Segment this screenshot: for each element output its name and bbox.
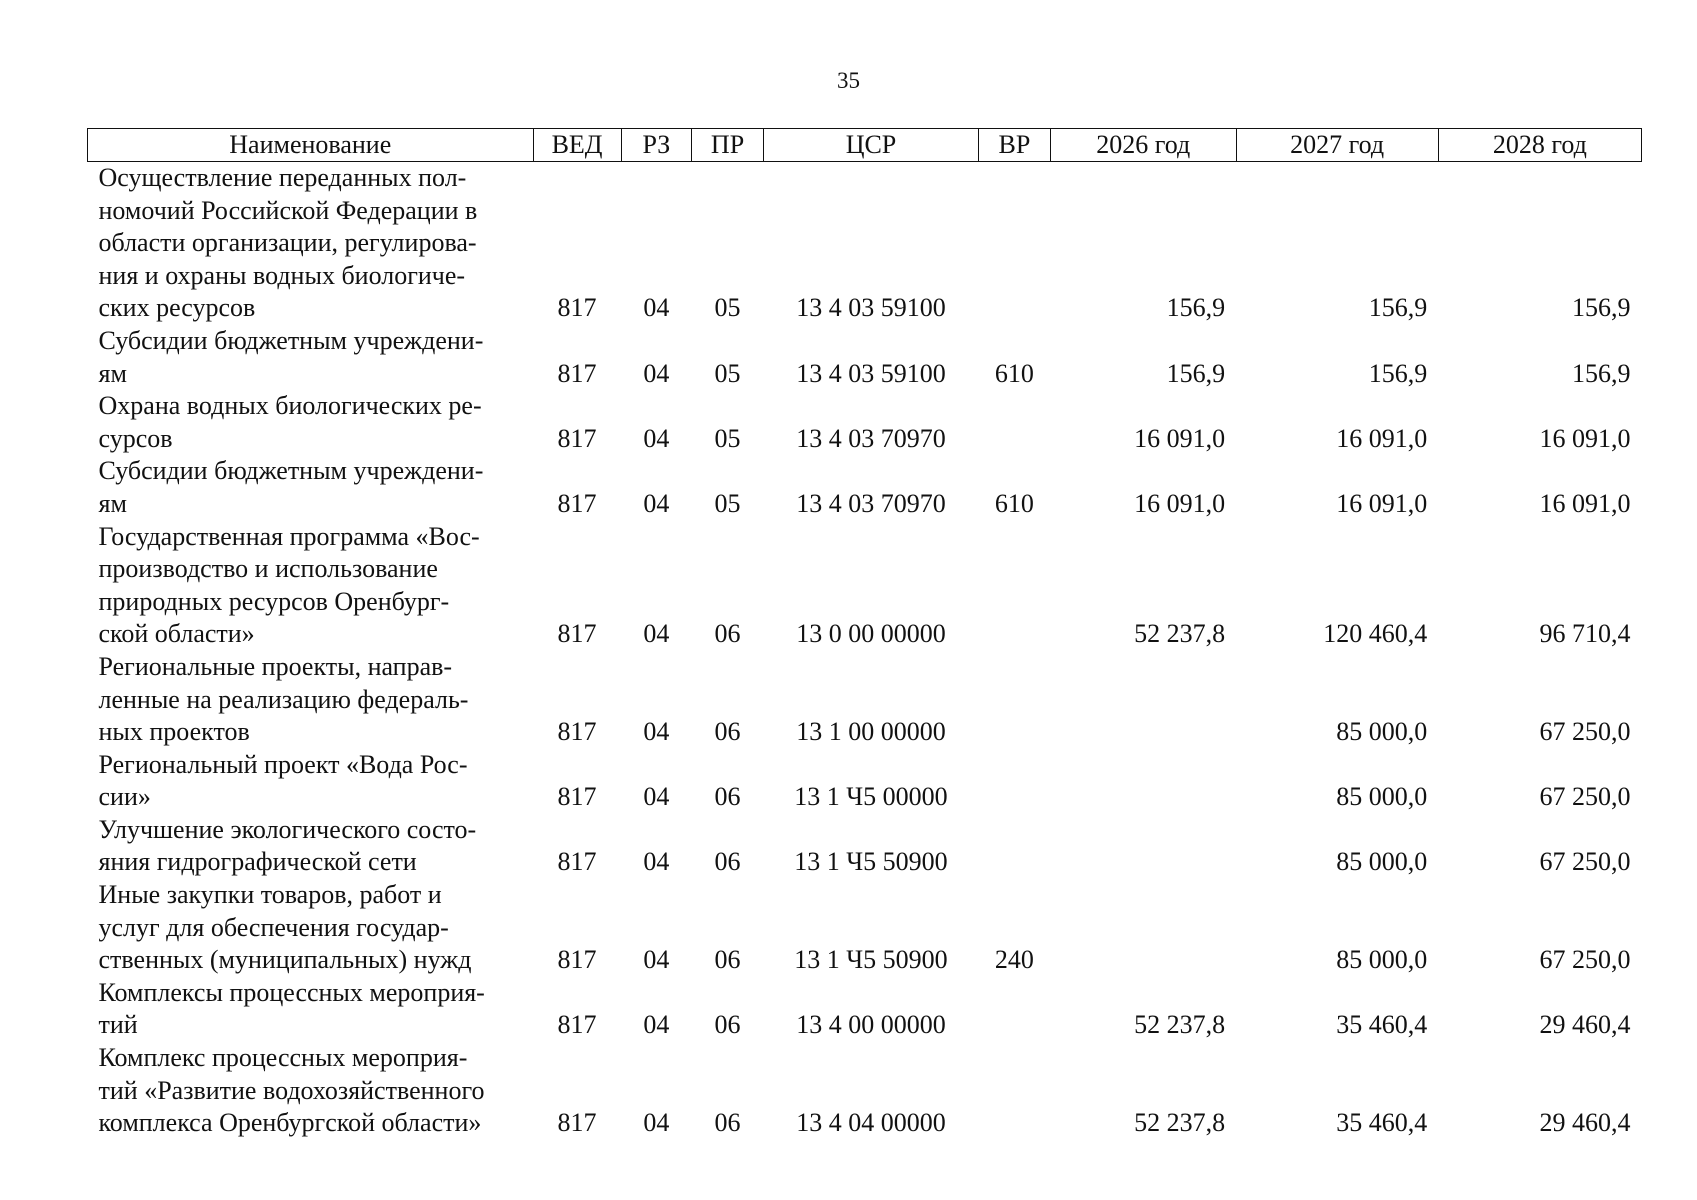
name-line: природных ресурсов Оренбург- bbox=[98, 586, 450, 616]
cell-2026: 52 237,8 bbox=[1134, 1108, 1226, 1138]
cell-csr: 13 0 00 00000 bbox=[796, 619, 946, 649]
cell-2028: 156,9 bbox=[1572, 293, 1631, 323]
cell-2028: 16 091,0 bbox=[1539, 423, 1631, 453]
cell-2028: 67 250,0 bbox=[1539, 945, 1631, 975]
cell-2027: 85 000,0 bbox=[1336, 847, 1428, 877]
cell-2026 bbox=[1050, 651, 1236, 749]
name-line: ской области» bbox=[98, 619, 255, 649]
cell-name bbox=[88, 879, 534, 977]
cell-name bbox=[88, 1042, 534, 1140]
cell-ved: 817 bbox=[557, 293, 597, 323]
cell-ved: 817 bbox=[557, 488, 597, 518]
cell-2026: 156,9 bbox=[1166, 358, 1226, 388]
cell-2028: 96 710,4 bbox=[1539, 619, 1631, 649]
cell-csr: 13 1 00 00000 bbox=[796, 717, 946, 747]
name-line: номочий Российской Федерации в bbox=[98, 195, 478, 225]
name-line: сии» bbox=[98, 782, 151, 812]
cell-pr: 06 bbox=[714, 847, 741, 877]
table-row bbox=[88, 325, 1642, 390]
cell-2026: 156,9 bbox=[1166, 293, 1226, 323]
cell-csr: 13 4 00 00000 bbox=[796, 1010, 946, 1040]
header-vr: ВР bbox=[979, 129, 1051, 162]
cell-2026: 52 237,8 bbox=[1134, 619, 1226, 649]
cell-2027: 120 460,4 bbox=[1323, 619, 1428, 649]
cell-ved: 817 bbox=[557, 358, 597, 388]
name-line: яния гидрографической сети bbox=[98, 847, 417, 877]
cell-2026: 16 091,0 bbox=[1134, 488, 1226, 518]
cell-2027: 156,9 bbox=[1368, 358, 1428, 388]
cell-name bbox=[88, 814, 534, 879]
name-line: сурсов bbox=[98, 423, 173, 453]
cell-vr bbox=[979, 521, 1051, 651]
cell-2026 bbox=[1050, 879, 1236, 977]
cell-vr bbox=[979, 162, 1051, 325]
cell-csr: 13 4 03 59100 bbox=[796, 358, 946, 388]
name-line: ям bbox=[98, 358, 127, 388]
header-pr: ПР bbox=[692, 129, 764, 162]
name-line: области организации, регулирова- bbox=[98, 228, 477, 258]
cell-ved: 817 bbox=[557, 717, 597, 747]
cell-vr: 240 bbox=[994, 945, 1034, 975]
cell-rz: 04 bbox=[643, 293, 670, 323]
cell-pr: 06 bbox=[714, 1108, 741, 1138]
cell-rz: 04 bbox=[643, 488, 670, 518]
header-rz: РЗ bbox=[621, 129, 692, 162]
cell-csr: 13 1 Ч5 50900 bbox=[794, 847, 948, 877]
table-row bbox=[88, 977, 1642, 1042]
cell-ved: 817 bbox=[557, 1108, 597, 1138]
cell-rz: 04 bbox=[643, 945, 670, 975]
header-y2028: 2028 год bbox=[1438, 129, 1641, 162]
cell-2026: 16 091,0 bbox=[1134, 423, 1226, 453]
header-y2027: 2027 год bbox=[1236, 129, 1438, 162]
cell-csr: 13 4 03 70970 bbox=[796, 488, 946, 518]
cell-name bbox=[88, 455, 534, 520]
cell-2028: 67 250,0 bbox=[1539, 717, 1631, 747]
cell-pr: 06 bbox=[714, 945, 741, 975]
name-line: Осуществление переданных пол- bbox=[98, 163, 467, 192]
name-line: Региональные проекты, направ- bbox=[98, 651, 453, 681]
cell-ved: 817 bbox=[557, 782, 597, 812]
name-line: Иные закупки товаров, работ и bbox=[98, 880, 442, 910]
name-line: Комплексы процессных мероприя- bbox=[98, 977, 485, 1007]
cell-name bbox=[88, 749, 534, 814]
name-line: Комплекс процессных мероприя- bbox=[98, 1043, 468, 1073]
table-row bbox=[88, 651, 1642, 749]
cell-pr: 06 bbox=[714, 619, 741, 649]
name-line: Субсидии бюджетным учреждени- bbox=[98, 456, 484, 486]
cell-pr: 06 bbox=[714, 1010, 741, 1040]
cell-rz: 04 bbox=[643, 358, 670, 388]
cell-2027: 16 091,0 bbox=[1336, 488, 1428, 518]
cell-2027: 16 091,0 bbox=[1336, 423, 1428, 453]
cell-2028: 67 250,0 bbox=[1539, 847, 1631, 877]
table-row bbox=[88, 749, 1642, 814]
header-y2026: 2026 год bbox=[1050, 129, 1236, 162]
name-line: Субсидии бюджетным учреждени- bbox=[98, 325, 484, 355]
name-line: ленные на реализацию федераль- bbox=[98, 684, 469, 714]
cell-vr bbox=[979, 651, 1051, 749]
cell-vr bbox=[979, 390, 1051, 455]
cell-2026 bbox=[1050, 749, 1236, 814]
table-body bbox=[88, 162, 1642, 1140]
table-row bbox=[88, 814, 1642, 879]
header-ved: ВЕД bbox=[533, 129, 621, 162]
name-line: услуг для обеспечения государ- bbox=[98, 912, 449, 942]
name-line: производство и использование bbox=[98, 554, 438, 584]
cell-name bbox=[88, 390, 534, 455]
cell-rz: 04 bbox=[643, 717, 670, 747]
name-line: ственных (муниципальных) нужд bbox=[98, 945, 472, 975]
cell-rz: 04 bbox=[643, 847, 670, 877]
cell-rz: 04 bbox=[643, 619, 670, 649]
cell-vr bbox=[979, 749, 1051, 814]
cell-2026 bbox=[1050, 814, 1236, 879]
cell-2028: 67 250,0 bbox=[1539, 782, 1631, 812]
cell-pr: 05 bbox=[714, 488, 741, 518]
cell-2027: 35 460,4 bbox=[1336, 1108, 1428, 1138]
cell-pr: 05 bbox=[714, 423, 741, 453]
cell-rz: 04 bbox=[643, 1108, 670, 1138]
cell-csr: 13 4 03 70970 bbox=[796, 423, 946, 453]
cell-2027: 35 460,4 bbox=[1336, 1010, 1428, 1040]
cell-2026: 52 237,8 bbox=[1134, 1010, 1226, 1040]
name-line: Охрана водных биологических ре- bbox=[98, 391, 482, 421]
cell-csr: 13 1 Ч5 50900 bbox=[794, 945, 948, 975]
name-line: Улучшение экологического состо- bbox=[98, 814, 477, 844]
cell-name bbox=[88, 521, 534, 651]
name-line: ям bbox=[98, 488, 127, 518]
cell-pr: 06 bbox=[714, 782, 741, 812]
table-row bbox=[88, 455, 1642, 520]
cell-ved: 817 bbox=[557, 945, 597, 975]
cell-2028: 16 091,0 bbox=[1539, 488, 1631, 518]
table-row bbox=[88, 162, 1642, 325]
name-line: Региональный проект «Вода Рос- bbox=[98, 749, 468, 779]
header-row bbox=[88, 129, 1642, 162]
cell-vr bbox=[979, 814, 1051, 879]
cell-ved: 817 bbox=[557, 1010, 597, 1040]
cell-vr: 610 bbox=[994, 358, 1034, 388]
cell-2027: 156,9 bbox=[1368, 293, 1428, 323]
header-name: Наименование bbox=[88, 129, 534, 162]
cell-rz: 04 bbox=[643, 423, 670, 453]
name-line: Государственная программа «Вос- bbox=[98, 521, 480, 551]
name-line: ских ресурсов bbox=[98, 293, 256, 323]
table-row bbox=[88, 879, 1642, 977]
table-row bbox=[88, 1042, 1642, 1140]
cell-vr bbox=[979, 977, 1051, 1042]
page-number: 35 bbox=[837, 68, 860, 93]
cell-name bbox=[88, 162, 534, 325]
cell-ved: 817 bbox=[557, 619, 597, 649]
cell-ved: 817 bbox=[557, 847, 597, 877]
cell-csr: 13 4 03 59100 bbox=[796, 293, 946, 323]
cell-name bbox=[88, 977, 534, 1042]
table-header bbox=[88, 129, 1642, 162]
cell-2028: 29 460,4 bbox=[1539, 1010, 1631, 1040]
name-line: комплекса Оренбургской области» bbox=[98, 1108, 482, 1138]
cell-name bbox=[88, 325, 534, 390]
cell-rz: 04 bbox=[643, 782, 670, 812]
cell-2027: 85 000,0 bbox=[1336, 782, 1428, 812]
cell-pr: 05 bbox=[714, 293, 741, 323]
name-line: тий «Развитие водохозяйственного bbox=[98, 1075, 485, 1105]
name-line: ния и охраны водных биологиче- bbox=[98, 260, 466, 290]
cell-vr bbox=[979, 1042, 1051, 1140]
table-row bbox=[88, 521, 1642, 651]
cell-2027: 85 000,0 bbox=[1336, 717, 1428, 747]
name-line: тий bbox=[98, 1010, 138, 1040]
cell-pr: 06 bbox=[714, 717, 741, 747]
cell-2027: 85 000,0 bbox=[1336, 945, 1428, 975]
cell-2028: 29 460,4 bbox=[1539, 1108, 1631, 1138]
cell-ved: 817 bbox=[557, 423, 597, 453]
header-csr: ЦСР bbox=[763, 129, 978, 162]
cell-name bbox=[88, 651, 534, 749]
budget-table bbox=[87, 128, 1642, 1140]
table-row bbox=[88, 390, 1642, 455]
cell-pr: 05 bbox=[714, 358, 741, 388]
cell-csr: 13 1 Ч5 00000 bbox=[794, 782, 948, 812]
cell-rz: 04 bbox=[643, 1010, 670, 1040]
cell-vr: 610 bbox=[994, 488, 1034, 518]
cell-csr: 13 4 04 00000 bbox=[796, 1108, 946, 1138]
cell-2028: 156,9 bbox=[1572, 358, 1631, 388]
name-line: ных проектов bbox=[98, 717, 250, 747]
